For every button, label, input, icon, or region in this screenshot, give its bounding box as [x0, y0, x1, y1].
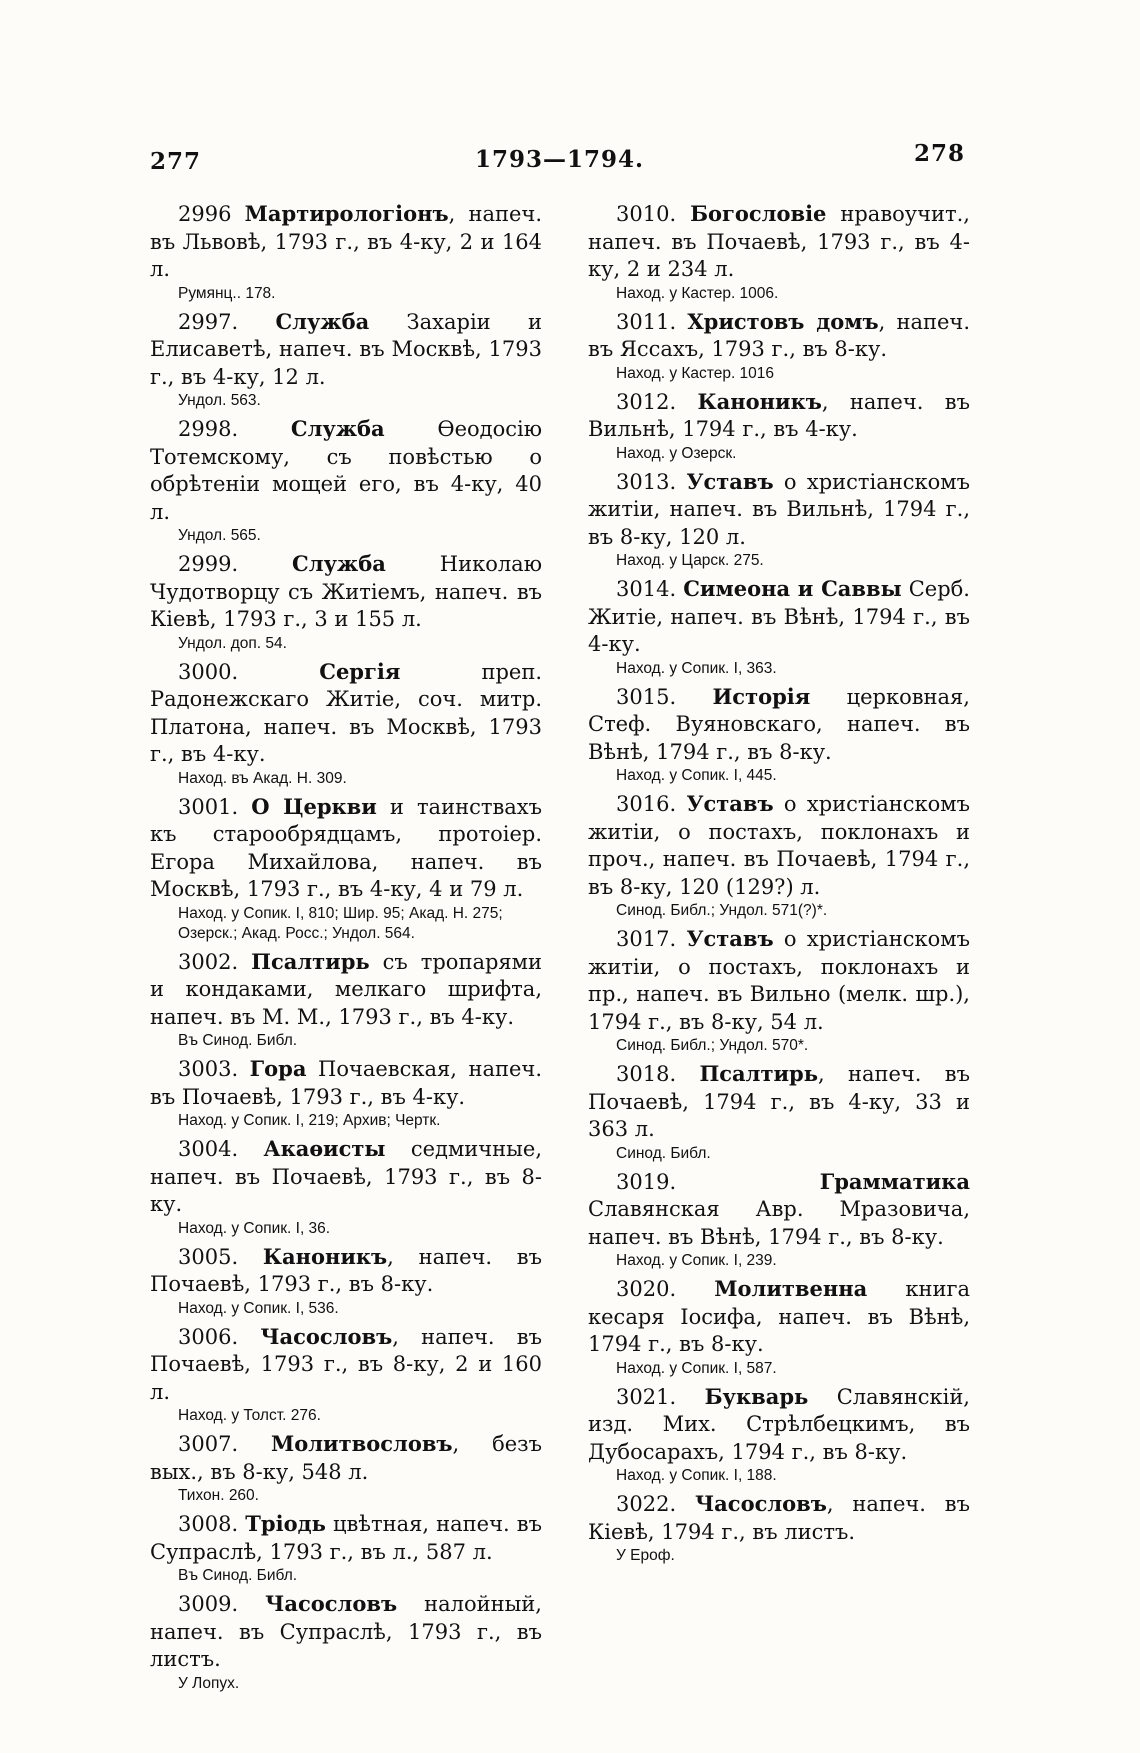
- catalog-entry: [588, 200, 970, 304]
- entry-title: Часословъ: [265, 1591, 398, 1616]
- entry-text: [588, 468, 970, 552]
- entry-location: Наход. у Кастер. 1016: [616, 364, 775, 382]
- catalog-entry: [588, 1275, 970, 1379]
- entry-location: Ундол. 563.: [178, 392, 261, 409]
- entry-description: о христіанскомъ житіи, о постахъ, поклонахъ и пр., напеч. въ Вильно (мелк. шр.), 1794 г., въ 8-ку, 54 л.: [588, 927, 970, 1034]
- entry-description: Серб. Житіе, напеч. въ Вѣнѣ, 1794 г., въ 4-ку.: [588, 577, 970, 656]
- catalog-entry: [150, 550, 542, 654]
- entry-text: [150, 308, 542, 392]
- entry-location: Наход. у Сопик. I, 36.: [178, 1219, 331, 1237]
- entry-text: [588, 790, 970, 901]
- entry-location: Ундол. доп. 54.: [178, 634, 287, 652]
- entry-title: Служба: [292, 551, 386, 576]
- catalog-entry: [588, 308, 970, 384]
- entry-number: 3012.: [616, 389, 677, 414]
- entry-title: Тріодь: [245, 1511, 326, 1536]
- entry-title: Симеона и Саввы: [683, 576, 902, 601]
- entry-description: , напеч. въ Вильнѣ, 1794 г., въ 4-ку.: [588, 389, 970, 441]
- entry-location: У Лопух.: [178, 1674, 240, 1692]
- entry-location: Наход. у Кастер. 1006.: [616, 284, 779, 302]
- entry-location: Синод. Библ.; Ундол. 571(?)*.: [616, 902, 828, 919]
- entry-text: [150, 415, 542, 526]
- entry-location: Наход. въ Акад. Н. 309.: [178, 769, 347, 787]
- left-page-number: 277: [150, 148, 202, 175]
- entry-description: седмичные, напеч. въ Почаевѣ, 1793 г., въ 8-ку.: [150, 1137, 542, 1216]
- catalog-entry: [150, 793, 542, 944]
- entry-title: Молитвословъ: [271, 1431, 453, 1456]
- entry-location: Наход. у Сопик. I, 188.: [616, 1467, 777, 1484]
- entry-location: Синод. Библ.; Ундол. 570*.: [616, 1037, 809, 1054]
- entry-number: 3019.: [616, 1169, 677, 1194]
- entry-title: Акаѳисты: [263, 1136, 386, 1161]
- entry-title: Мартирологіонъ: [244, 201, 449, 226]
- entry-location: Синод. Библ.: [616, 1144, 711, 1162]
- entry-text: [150, 1135, 542, 1219]
- entry-number: 3021.: [616, 1384, 677, 1409]
- catalog-entry: [150, 200, 542, 304]
- entry-title: Часословъ: [260, 1323, 393, 1349]
- right-column: [588, 200, 970, 1570]
- catalog-entry: [150, 658, 542, 789]
- entry-description: съ тропарями и кондаками, мелкаго шрифта, напеч. въ М. М., 1793 г., въ 4-ку.: [150, 949, 542, 1029]
- entry-location: Наход. у Сопик. I, 239.: [616, 1252, 777, 1269]
- entry-title: О Церкви: [251, 793, 377, 819]
- entry-text: [150, 1430, 542, 1486]
- entry-number: 3014.: [616, 577, 677, 601]
- entry-number: 3001.: [178, 794, 239, 819]
- entry-number: 3009.: [178, 1592, 239, 1616]
- catalog-entry: [150, 1323, 542, 1427]
- entry-description: , напеч. въ Почаевѣ, 1793 г., въ 8-ку, 2 и 160 л.: [150, 1324, 542, 1404]
- entry-description: , безъ вых., въ 8-ку, 548 л.: [150, 1432, 542, 1484]
- catalog-entry: [588, 1383, 970, 1487]
- entry-text: [588, 1490, 970, 1546]
- entry-text: [150, 1590, 542, 1674]
- entry-title: Часословъ: [695, 1491, 827, 1516]
- entry-number: 3018.: [616, 1062, 677, 1086]
- entry-number: 3008.: [178, 1512, 239, 1536]
- entry-title: Каноникъ: [697, 388, 822, 414]
- entry-text: [588, 575, 970, 659]
- entry-text: [588, 308, 970, 364]
- entry-text: [150, 200, 542, 284]
- entry-location: Наход. у Сопик. I, 363.: [616, 659, 777, 677]
- entry-number: 3002.: [178, 949, 239, 974]
- entry-description: налойный, напеч. въ Супраслѣ, 1793 г., въ листъ.: [150, 1592, 542, 1671]
- entry-text: [150, 1510, 542, 1566]
- entry-title: Молитвенна: [714, 1276, 868, 1301]
- entry-number: 3015.: [616, 684, 677, 709]
- entry-location: У Ероф.: [616, 1547, 675, 1564]
- entry-number: 2997.: [178, 309, 239, 334]
- entry-text: [588, 925, 970, 1036]
- entry-text: [150, 793, 542, 904]
- entry-title: Сергія: [319, 658, 401, 684]
- entry-description: цвѣтная, напеч. въ Супраслѣ, 1793 г., въ л., 587 л.: [150, 1512, 542, 1564]
- catalog-entry: [588, 388, 970, 464]
- entry-description: , напеч. въ Яссахъ, 1793 г., въ 8-ку.: [588, 309, 970, 361]
- entry-description: нравоучит., напеч. въ Почаевѣ, 1793 г., въ 4-ку, 2 и 234 л.: [588, 202, 970, 281]
- entry-text: [150, 948, 542, 1032]
- catalog-entry: [150, 1243, 542, 1319]
- catalog-entry: [150, 415, 542, 546]
- entry-title: Служба: [275, 308, 370, 334]
- entry-text: [588, 388, 970, 444]
- entry-location: Ундол. 565.: [178, 527, 261, 544]
- entry-title: Уставъ: [686, 468, 774, 494]
- entry-text: [588, 683, 970, 767]
- entry-location: Наход. у Сопик. I, 536.: [178, 1299, 339, 1317]
- entry-description: , напеч. въ Кіевѣ, 1794 г., въ листъ.: [588, 1492, 970, 1544]
- catalog-entry: [588, 925, 970, 1056]
- catalog-entry: [150, 948, 542, 1052]
- entry-description: церковная, Стеф. Вуяновскаго, напеч. въ Вѣнѣ, 1794 г., въ 8-ку.: [588, 684, 970, 764]
- catalog-entry: [588, 790, 970, 921]
- entry-number: 3003.: [178, 1057, 239, 1081]
- entry-description: и таинствахъ къ старообрядцамъ, протоіер. Егора Михайлова, напеч. въ Москвѣ, 1793 г., въ 4-ку, 4 и 79 л.: [150, 794, 542, 901]
- catalog-entry: [150, 1430, 542, 1506]
- entry-title: Букварь: [704, 1383, 809, 1409]
- entry-number: 3007.: [178, 1432, 239, 1456]
- entry-description: , напеч. въ Почаевѣ, 1793 г., въ 8-ку.: [150, 1244, 542, 1296]
- entry-title: Псалтирь: [699, 1061, 818, 1086]
- entry-number: 3005.: [178, 1244, 239, 1269]
- catalog-entry: [588, 1060, 970, 1164]
- page-title: 1793—1794.: [475, 146, 645, 173]
- catalog-entry: [150, 1590, 542, 1694]
- catalog-entry: [150, 1135, 542, 1239]
- catalog-entry: [150, 1510, 542, 1586]
- entry-location: Наход. у Толст. 276.: [178, 1407, 321, 1424]
- entry-description: Славянская Авр. Мразовича, напеч. въ Вѣнѣ, 1794 г., въ 8-ку.: [588, 1197, 970, 1249]
- entry-text: [150, 1055, 542, 1111]
- entry-title: Каноникъ: [262, 1243, 388, 1269]
- entry-number: 3017.: [616, 927, 677, 951]
- entry-location: Тихон. 260.: [178, 1487, 259, 1504]
- entry-text: [588, 1060, 970, 1144]
- entry-number: 3016.: [616, 792, 677, 816]
- entry-number: 3011.: [616, 309, 677, 334]
- entry-text: [150, 658, 542, 769]
- entry-number: 3020.: [616, 1277, 677, 1301]
- entry-location: Наход. у Сопик. I, 587.: [616, 1359, 777, 1377]
- entry-location: Наход. у Сопик. I, 219; Архив; Чертк.: [178, 1112, 441, 1129]
- catalog-entry: [588, 1490, 970, 1566]
- entry-title: Служба: [290, 416, 385, 441]
- entry-number: 3013.: [616, 469, 677, 494]
- entry-title: Исторія: [712, 683, 811, 709]
- entry-title: Псалтирь: [251, 948, 370, 974]
- entry-description: Николаю Чудотворцу съ Житіемъ, напеч. въ Кіевѣ, 1793 г., 3 и 155 л.: [150, 552, 542, 631]
- entry-location: Наход. у Сопик. I, 810; Шир. 95; Акад. Н. 275; Озерск.; Акад. Росс.; Ундол. 564.: [178, 904, 503, 942]
- entry-text: [588, 1275, 970, 1359]
- entry-location: Наход. у Царск. 275.: [616, 552, 764, 569]
- entry-text: [588, 200, 970, 284]
- catalog-entry: [588, 683, 970, 787]
- entry-title: Уставъ: [686, 791, 774, 816]
- entry-title: Гора: [249, 1056, 307, 1081]
- entry-location: Румянц.. 178.: [178, 284, 276, 302]
- entry-number: 3000.: [178, 659, 239, 684]
- entry-description: , напеч. въ Почаевѣ, 1794 г., въ 4-ку, 33 и 363 л.: [588, 1062, 970, 1141]
- entry-description: Захаріи и Елисаветѣ, напеч. въ Москвѣ, 1793 г., въ 4-ку, 12 л.: [150, 309, 542, 389]
- entry-location: Наход. у Сопик. I, 445.: [616, 767, 777, 784]
- catalog-entry: [588, 1168, 970, 1272]
- entry-title: Христовъ домъ: [687, 308, 879, 334]
- entry-text: [150, 1243, 542, 1299]
- entry-description: Славянскій, изд. Мих. Стрѣлбецкимъ, въ Дубосарахъ, 1794 г., въ 8-ку.: [588, 1384, 970, 1464]
- catalog-entry: [150, 308, 542, 412]
- entry-number: 3010.: [616, 202, 677, 226]
- entry-number: 3022.: [616, 1492, 677, 1516]
- entry-location: Наход. у Озерск.: [616, 444, 737, 462]
- entry-description: о христіанскомъ житіи, о постахъ, поклонахъ и проч., напеч. въ Почаевѣ, 1794 г., въ 8-ку, 120 (129?) л.: [588, 792, 970, 899]
- entry-text: [150, 550, 542, 634]
- entry-title: Уставъ: [686, 926, 774, 951]
- entry-text: [588, 1383, 970, 1467]
- entry-number: 3004.: [178, 1137, 239, 1161]
- entry-number: 2996: [178, 202, 232, 226]
- entry-number: 2998.: [178, 417, 239, 441]
- catalog-entry: [588, 575, 970, 679]
- entry-title: Грамматика: [819, 1168, 970, 1194]
- entry-text: [588, 1168, 970, 1252]
- entry-number: 3006.: [178, 1324, 239, 1349]
- right-page-number: 278: [913, 140, 965, 167]
- entry-text: [150, 1323, 542, 1407]
- entry-description: книга кесаря Іосифа, напеч. въ Вѣнѣ, 1794 г., въ 8-ку.: [588, 1277, 970, 1356]
- left-column: [150, 200, 542, 1698]
- entry-description: , напеч. въ Львовѣ, 1793 г., въ 4-ку, 2 и 164 л.: [150, 202, 542, 281]
- entry-description: Почаевская, напеч. въ Почаевѣ, 1793 г., въ 4-ку.: [150, 1057, 542, 1109]
- entry-number: 2999.: [178, 552, 239, 576]
- entry-title: Богословіе: [690, 201, 827, 226]
- page-header: [150, 140, 965, 180]
- entry-description: преп. Радонежскаго Житіе, соч. митр. Платона, напеч. въ Москвѣ, 1793 г., въ 4-ку.: [150, 659, 542, 766]
- entry-description: Өеодосію Тотемскому, съ повѣстью о обрѣтеніи мощей его, въ 4-ку, 40 л.: [150, 417, 542, 524]
- entry-description: о христіанскомъ житіи, напеч. въ Вильнѣ, 1794 г., въ 8-ку, 120 л.: [588, 469, 970, 549]
- catalog-entry: [150, 1055, 542, 1131]
- entry-location: Въ Синод. Библ.: [178, 1032, 298, 1049]
- entry-location: Въ Синод. Библ.: [178, 1567, 298, 1584]
- catalog-entry: [588, 468, 970, 572]
